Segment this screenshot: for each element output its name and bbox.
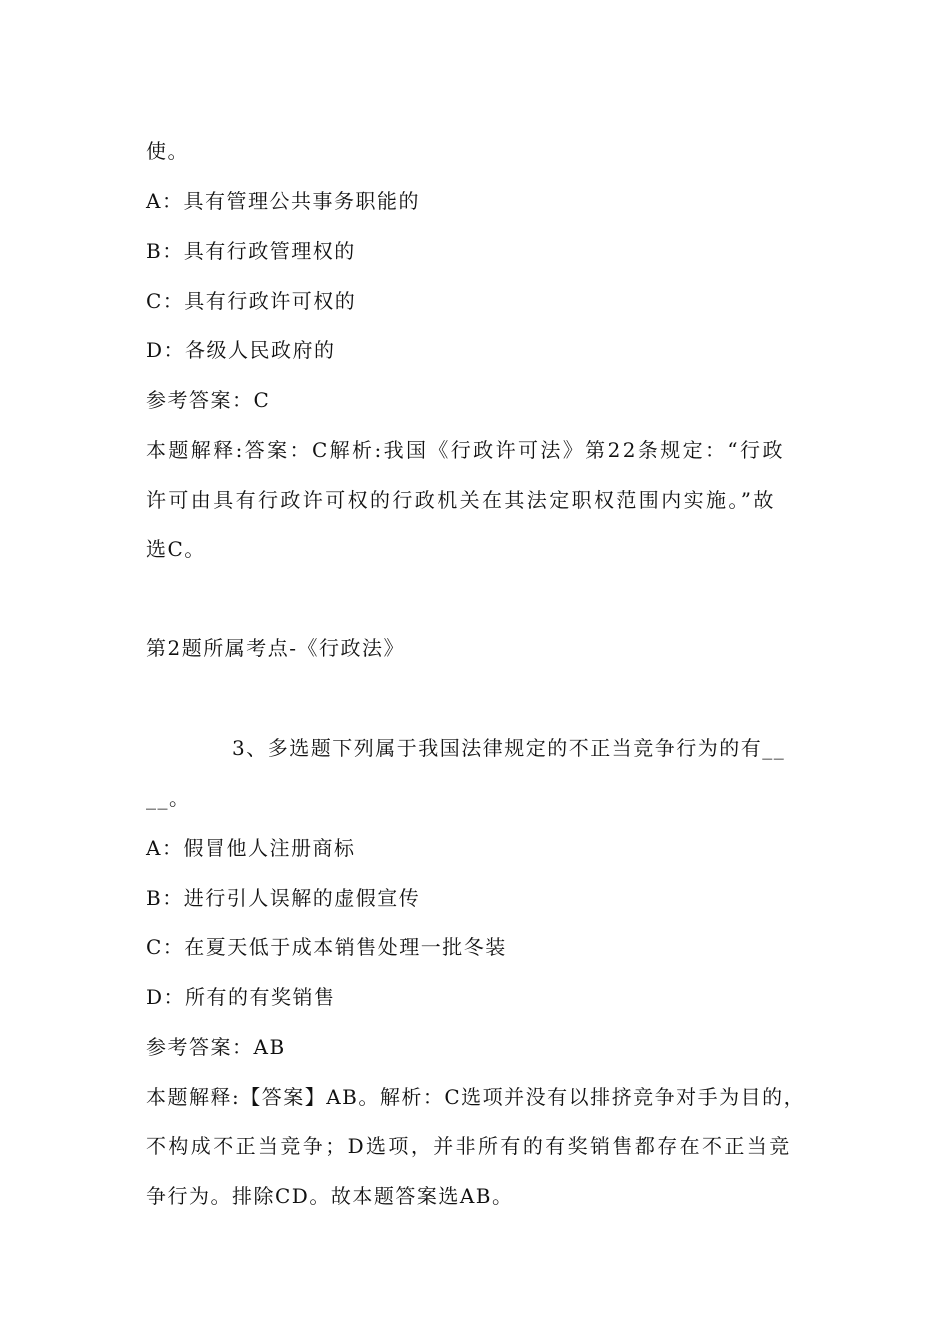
q1-explanation-line-1: 本题解释:答案：C解析:我国《行政许可法》第22条规定：“行政 xyxy=(146,438,785,462)
q3-option-a: A：假冒他人注册商标 xyxy=(146,836,356,860)
q1-answer: 参考答案：C xyxy=(146,388,271,412)
q1-explanation-line-3: 选C。 xyxy=(146,537,206,561)
q3-option-b: B：进行引人误解的虚假宣传 xyxy=(146,886,421,910)
q2-topic: 第2题所属考点-《行政法》 xyxy=(146,636,405,660)
q1-option-b: B：具有行政管理权的 xyxy=(146,239,356,263)
q1-explanation-line-2: 许可由具有行政许可权的行政机关在其法定职权范围内实施。”故 xyxy=(146,488,776,512)
q3-option-d: D：所有的有奖销售 xyxy=(146,985,336,1009)
q3-explanation-line-1: 本题解释:【答案】AB。解析：C选项并没有以排挤竞争对手为目的， xyxy=(146,1085,806,1109)
q1-stem-tail: 使。 xyxy=(146,139,189,163)
q3-option-c: C：在夏天低于成本销售处理一批冬装 xyxy=(146,935,507,959)
q3-explanation-line-2: 不构成不正当竞争；D选项，并非所有的有奖销售都存在不正当竞 xyxy=(146,1134,792,1158)
q3-stem-line-1: 3、多选题下列属于我国法律规定的不正当竞争行为的有__ xyxy=(232,736,786,760)
q1-option-c: C：具有行政许可权的 xyxy=(146,289,357,313)
q1-option-d: D：各级人民政府的 xyxy=(146,338,336,362)
q3-explanation-line-3: 争行为。排除CD。故本题答案选AB。 xyxy=(146,1184,514,1208)
q3-answer: 参考答案：AB xyxy=(146,1035,286,1059)
q3-stem-line-2: __。 xyxy=(146,786,191,810)
q1-option-a: A：具有管理公共事务职能的 xyxy=(146,189,420,213)
